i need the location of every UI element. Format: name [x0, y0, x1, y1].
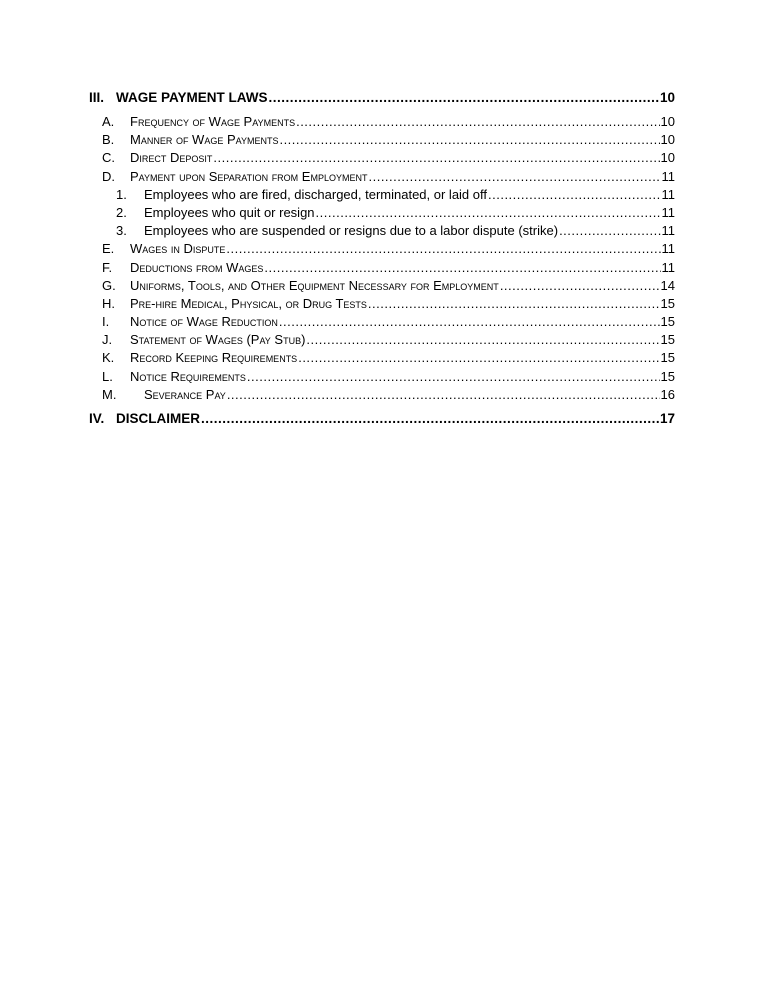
toc-entry-notice-of-wage-reduction[interactable] — [89, 313, 675, 331]
toc-dot-leader — [296, 113, 659, 131]
toc-entry-number: E. — [102, 241, 115, 257]
toc-page-number: 15 — [660, 332, 675, 348]
toc-entry-number: H. — [102, 295, 115, 311]
toc-entry-title: Severance Pay — [144, 386, 226, 402]
toc-entry-title: Notice of Wage Reduction — [130, 314, 278, 330]
toc-dot-leader — [264, 259, 660, 277]
toc-entry-title: Employees who are suspended or resigns due to a labor dispute (strike) — [144, 223, 559, 239]
toc-dot-leader — [488, 186, 661, 204]
toc-entry-title: Direct Deposit — [130, 150, 213, 166]
toc-page-number: 11 — [661, 186, 675, 202]
toc-entry-payment-upon-separation[interactable] — [89, 168, 675, 186]
toc-entry-number: C. — [102, 150, 115, 166]
toc-dot-leader — [368, 168, 660, 186]
toc-page-number: 10 — [659, 90, 675, 105]
toc-entry-number: K. — [102, 350, 115, 366]
toc-section-disclaimer[interactable] — [89, 409, 675, 429]
toc-page-number: 14 — [660, 277, 675, 293]
toc-subentry-labor-dispute[interactable] — [89, 222, 675, 240]
toc-entry-title: Payment upon Separation from Employment — [130, 168, 368, 184]
toc-dot-leader — [306, 331, 659, 349]
toc-entry-title: Deductions from Wages — [130, 259, 264, 275]
toc-dot-leader — [298, 349, 659, 367]
toc-entry-number: M. — [102, 386, 117, 402]
toc-entry-direct-deposit[interactable] — [89, 149, 675, 167]
toc-page-number: 11 — [661, 241, 675, 257]
toc-page-number: 15 — [660, 350, 675, 366]
toc-entry-number: D. — [102, 168, 115, 184]
toc-entry-title: Statement of Wages (Pay Stub) — [130, 332, 306, 348]
toc-dot-leader — [227, 386, 660, 404]
toc-entry-title: Record Keeping Requirements — [130, 350, 298, 366]
toc-page-number: 11 — [661, 204, 675, 220]
toc-dot-leader — [213, 149, 659, 167]
toc-page-number: 10 — [660, 114, 675, 129]
toc-entry-frequency-of-wage-payments[interactable] — [89, 113, 675, 131]
toc-entry-number: B. — [102, 132, 115, 148]
toc-page-number: 16 — [660, 386, 675, 402]
toc-entry-number: I. — [102, 314, 110, 330]
toc-page-number: 17 — [659, 411, 675, 426]
toc-section-number: III. — [89, 90, 105, 105]
toc-entry-manner-of-wage-payments[interactable] — [89, 131, 675, 149]
toc-entry-title: Frequency of Wage Payments — [130, 114, 296, 129]
toc-entry-record-keeping[interactable] — [89, 349, 675, 367]
toc-entry-pre-hire-medical-tests[interactable] — [89, 295, 675, 313]
toc-dot-leader — [316, 204, 661, 222]
toc-entry-notice-requirements[interactable] — [89, 368, 675, 386]
toc-entry-title: Employees who are fired, discharged, terminated, or laid off — [144, 186, 487, 202]
toc-entry-title: Wages in Dispute — [130, 241, 226, 257]
toc-section-number: IV. — [89, 411, 105, 426]
toc-entry-title: Notice Requirements — [130, 368, 246, 384]
toc-entry-deductions-from-wages[interactable] — [89, 259, 675, 277]
toc-dot-leader — [368, 295, 660, 313]
toc-entry-title: Uniforms, Tools, and Other Equipment Necessary for Employment — [130, 277, 499, 293]
toc-dot-leader — [201, 409, 659, 429]
toc-dot-leader — [226, 240, 660, 258]
toc-entry-wages-in-dispute[interactable] — [89, 240, 675, 258]
toc-page-number: 10 — [660, 132, 675, 148]
toc-section-wage-payment-laws[interactable] — [89, 88, 675, 108]
toc-dot-leader — [269, 88, 659, 108]
toc-entry-number: L. — [102, 368, 113, 384]
toc-dot-leader — [247, 368, 660, 386]
toc-section-title: DISCLAIMER — [116, 411, 200, 426]
toc-entry-number: 3. — [116, 223, 127, 239]
toc-entry-number: J. — [102, 332, 113, 348]
toc-entry-number: A. — [102, 114, 115, 129]
toc-page-number: 15 — [660, 368, 675, 384]
toc-section-title: WAGE PAYMENT LAWS — [116, 90, 268, 105]
toc-page-number: 10 — [660, 150, 675, 166]
toc-entry-title: Pre-hire Medical, Physical, or Drug Tests — [130, 295, 367, 311]
table-of-contents — [89, 88, 675, 429]
toc-dot-leader — [500, 277, 660, 295]
toc-entry-number: 2. — [116, 204, 127, 220]
toc-page-number: 15 — [660, 314, 675, 330]
toc-subentry-fired-discharged[interactable] — [89, 186, 675, 204]
toc-page-number: 11 — [661, 223, 675, 239]
toc-dot-leader — [279, 313, 660, 331]
toc-page-number: 15 — [660, 295, 675, 311]
toc-entry-severance-pay[interactable] — [89, 386, 675, 404]
toc-page-number: 11 — [661, 259, 675, 275]
toc-entry-uniforms-tools-equipment[interactable] — [89, 277, 675, 295]
toc-entry-title: Employees who quit or resign — [144, 204, 315, 220]
toc-dot-leader — [279, 131, 659, 149]
toc-entry-title: Manner of Wage Payments — [130, 132, 279, 148]
toc-entry-number: G. — [102, 277, 116, 293]
toc-entry-statement-of-wages[interactable] — [89, 331, 675, 349]
toc-entry-number: 1. — [116, 186, 127, 202]
toc-entry-number: F. — [102, 259, 113, 275]
toc-dot-leader — [559, 222, 660, 240]
toc-subentry-quit-or-resign[interactable] — [89, 204, 675, 222]
toc-page-number: 11 — [661, 168, 675, 184]
